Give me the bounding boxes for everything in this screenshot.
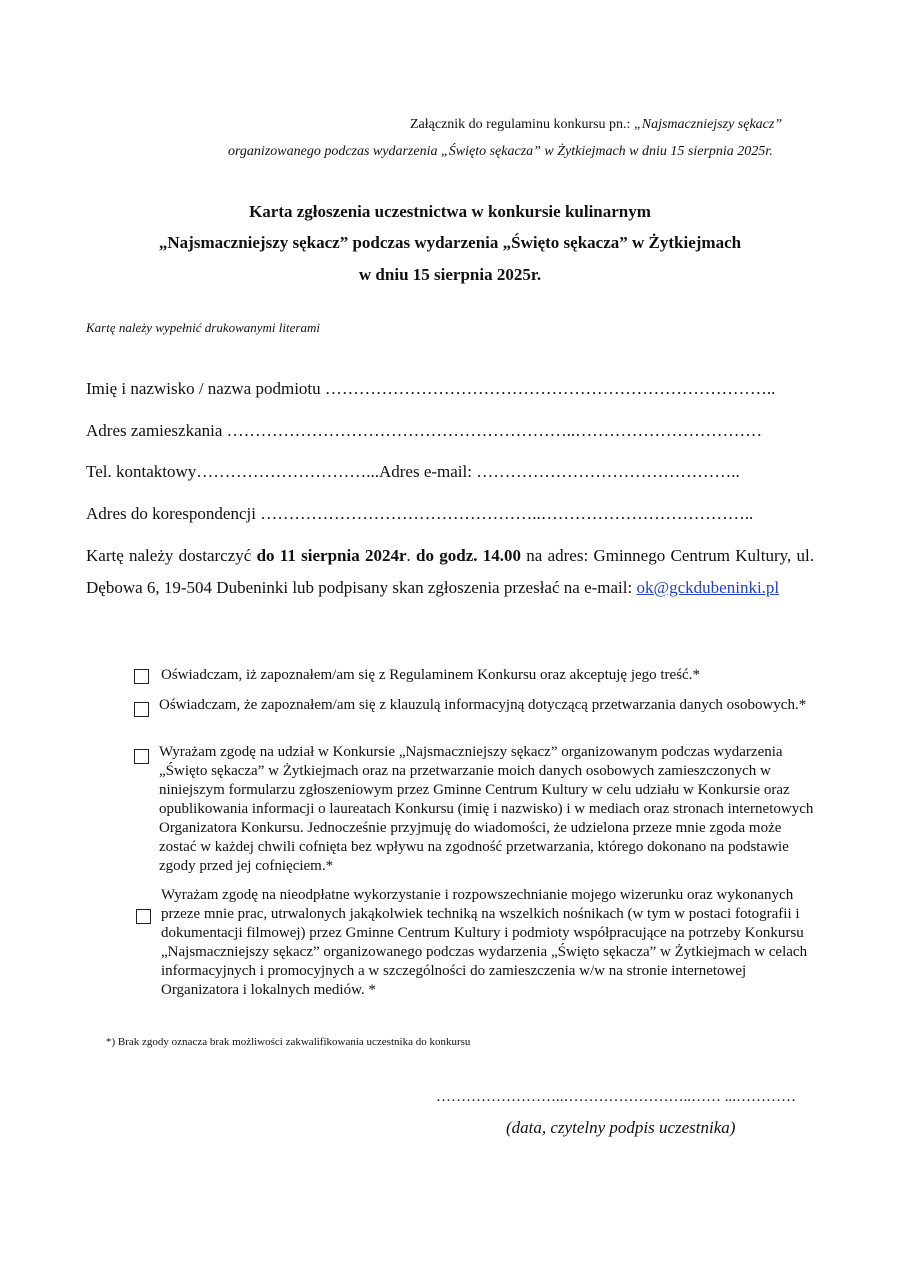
delivery-text-1: Kartę należy dostarczyć: [86, 546, 257, 565]
consent-data-processing-text: Wyrażam zgodę na udział w Konkursie „Najsmaczniejszy sękacz” organizowanym podczas wydarzenia „Święto sękacza” w Żytkiejmach oraz na przetwarzanie moich danych osobowych zamieszczonych w niniejszym formularzu zgłoszeniowym przez Gminne Centrum Kultury w celu udziału w Konkursie oraz opublikowania informacji o laureatach Konkursu (imię i nazwisko) i w mediach oraz stronach internetowych Organizatora Konkursu. Jednocześnie przyjmuję do wiadomości, że udzielona przeze mnie zgoda może zostać w każdej chwili cofnięta bez wpływu na zgodność przetwarzania, którego dokonano na podstawie zgody przed jej cofnięciem.*: [159, 744, 814, 874]
fill-instruction: Kartę należy wypełnić drukowanymi literami: [86, 320, 320, 335]
consent-regulations-text: Oświadczam, iż zapoznałem/am się z Regulaminem Konkursu oraz akceptuję jego treść.*: [161, 667, 700, 683]
delivery-text-3: na adres: Gminnego Centrum Kultury, ul. Dębowa 6, 19-504 Dubeninki lub podpisany skan zgłoszenia przesłać na e-mail:: [86, 546, 814, 597]
form-title-line1: Karta zgłoszenia uczestnictwa w konkursie kulinarnym: [249, 202, 651, 221]
consent-data-processing-checkbox[interactable]: [134, 749, 149, 764]
consent-image-use-text: Wyrażam zgodę na nieodpłatne wykorzystanie i rozpowszechnianie mojego wizerunku oraz wykonanych przeze mnie prac, utrwalonych jakąkolwiek techniką na wszelkich nośnikach (w tym w postaci fotografii i dokumentacji filmowej) przez Gminne Centrum Kultury i podmioty współpracujące na potrzeby Konkursu „Najsmaczniejszy sękacz” organizowanego podczas wydarzenia „Święto sękacza” w Żytkiejmach w celach informacyjnych i promocyjnych a w szczególności do zamieszczenia w/w na stronie internetowej Organizatora i lokalnych mediów. *: [161, 887, 808, 998]
form-title-line3: w dniu 15 sierpnia 2025r.: [358, 265, 542, 284]
consent-regulations-checkbox[interactable]: [134, 669, 149, 684]
signature-label: (data, czytelny podpis uczestnika): [506, 1118, 736, 1137]
form-title-line2: „Najsmaczniejszy sękacz” podczas wydarzenia „Święto sękacza” w Żytkiejmach: [158, 233, 742, 252]
address-field[interactable]: Adres zamieszkania ……………………………………………………..……………………………: [86, 421, 763, 440]
footnote: *) Brak zgody oznacza brak możliwości zakwalifikowania uczestnika do konkursu: [106, 1036, 471, 1048]
contest-name-italic: „Najsmaczniejszy sękacz”: [633, 117, 783, 132]
consent-info-clause-checkbox[interactable]: [134, 702, 149, 717]
correspondence-address-field[interactable]: Adres do korespondencji …………………………………………..………………………………..: [86, 504, 754, 523]
attachment-note-prefix: Załącznik do regulaminu konkursu pn.:: [410, 117, 634, 132]
delivery-text-2: .: [406, 546, 417, 565]
attachment-note-line2: organizowanego podczas wydarzenia „Święto sękacza” w Żytkiejmach w dniu 15 sierpnia 2025r.: [228, 144, 773, 159]
contact-email-link[interactable]: ok@gckdubeninki.pl: [636, 578, 780, 597]
delivery-time: do godz. 14.00: [416, 546, 522, 565]
phone-email-field[interactable]: Tel. kontaktowy…………………………...Adres e-mail: ………………………………………..: [86, 462, 740, 481]
delivery-deadline: do 11 sierpnia 2024r: [256, 546, 407, 565]
attachment-note-line1: [410, 117, 782, 133]
delivery-instructions: [86, 540, 814, 604]
consent-info-clause-text: Oświadczam, że zapoznałem/am się z klauzulą informacyjną dotyczącą przetwarzania danych osobowych.*: [159, 697, 807, 713]
signature-line[interactable]: ……………………..……………………..…… ...…………: [436, 1089, 796, 1105]
consent-image-use-checkbox[interactable]: [136, 909, 151, 924]
name-field[interactable]: Imię i nazwisko / nazwa podmiotu ……………………………………………………………………..: [86, 379, 776, 398]
